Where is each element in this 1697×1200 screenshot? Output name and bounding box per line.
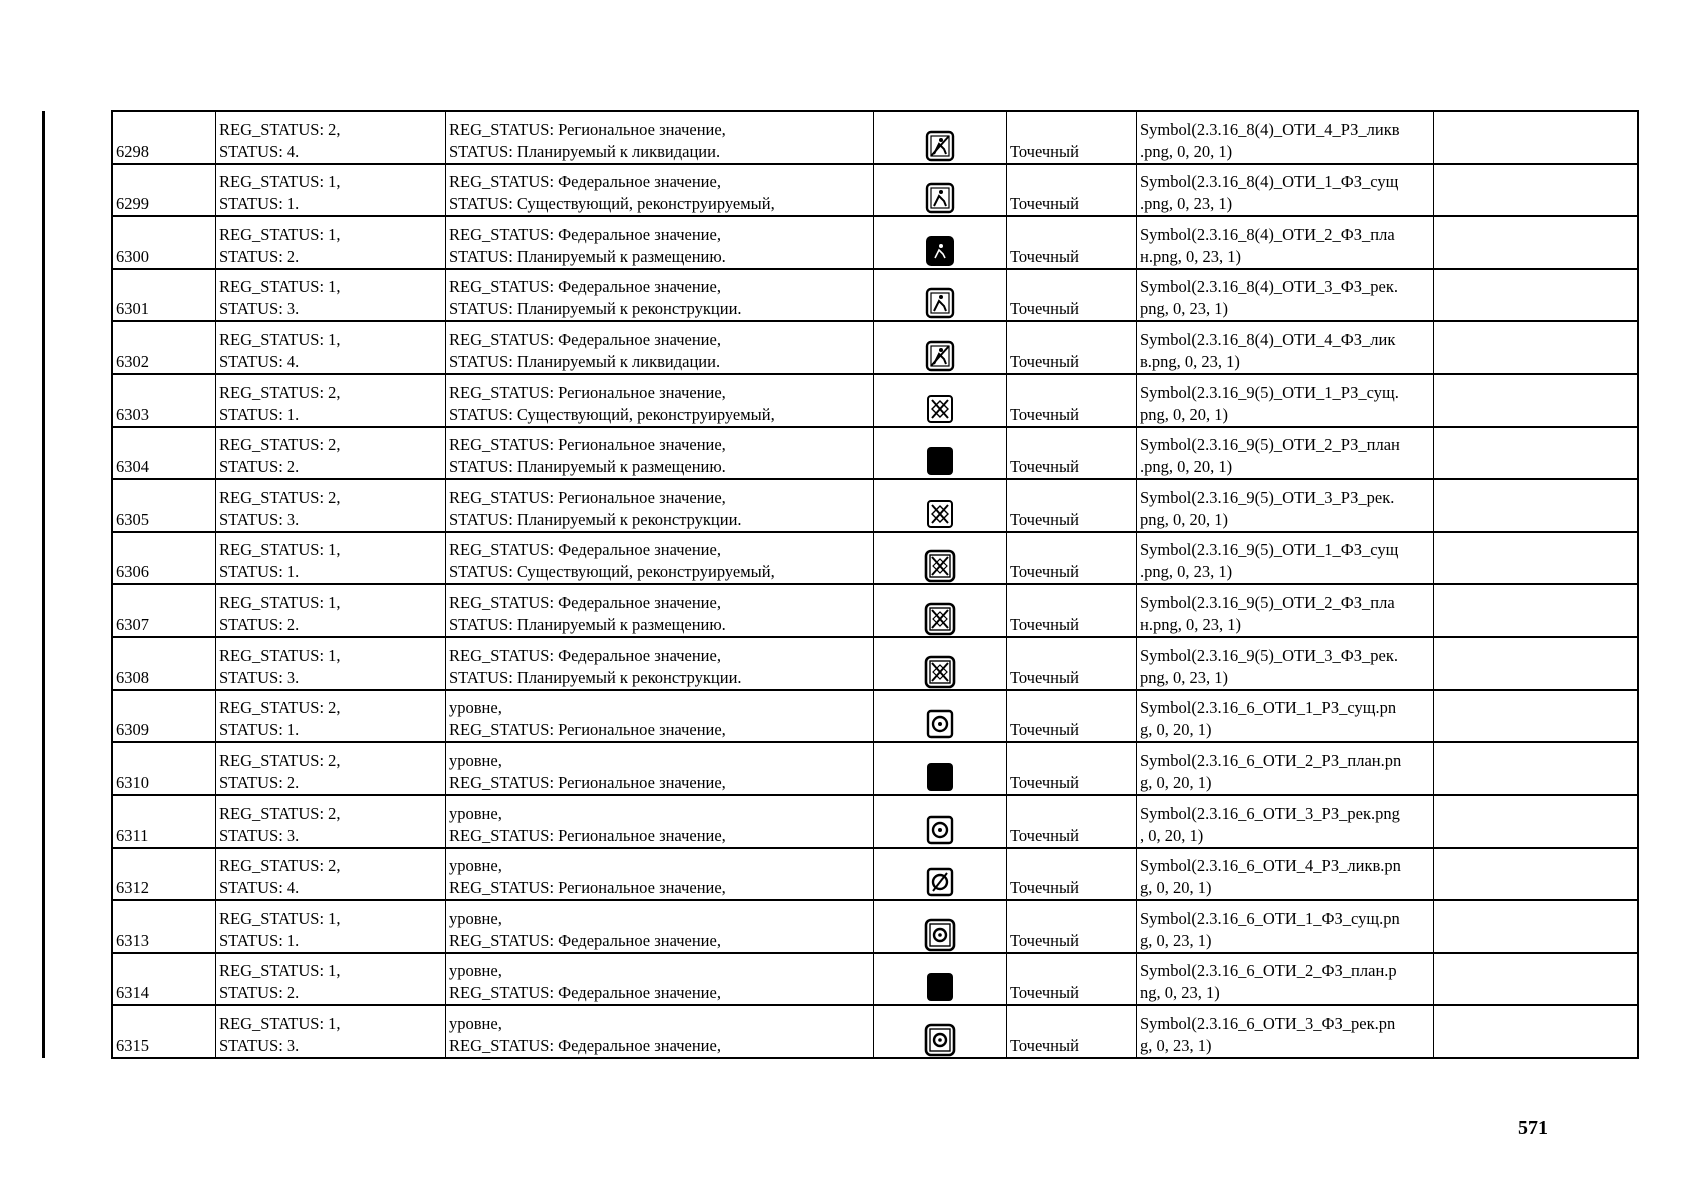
reg-status-code: REG_STATUS: 2, (219, 803, 341, 823)
row-id: 6315 (112, 1005, 216, 1058)
symbol-function-part-2: в.png, 0, 23, 1) (1140, 352, 1240, 372)
status-code-cell (216, 321, 446, 374)
status-code-cell (216, 427, 446, 480)
description-line-2: STATUS: Планируемый к ликвидации. (449, 352, 721, 372)
symbol-function-part-1: Symbol(2.3.16_9(5)_ОТИ_3_ФЗ_рек. (1140, 645, 1399, 665)
symbol-cell (874, 216, 1007, 269)
symbol-cell (874, 427, 1007, 480)
symbol-function-part-1: Symbol(2.3.16_6_ОТИ_3_ФЗ_рек.pn (1140, 1014, 1396, 1033)
table-row (112, 479, 1638, 532)
status-code: STATUS: 3. (219, 667, 300, 687)
description-cell (446, 584, 874, 637)
description-line-2: REG_STATUS: Региональное значение, (449, 825, 726, 845)
geometry-type-cell: Точечный (1007, 374, 1137, 427)
empty-cell (1434, 742, 1639, 795)
description-cell (446, 269, 874, 322)
status-code-cell (216, 848, 446, 901)
empty-cell (1434, 532, 1639, 585)
description-cell (446, 427, 874, 480)
symbol-function-part-2: g, 0, 20, 1) (1140, 772, 1212, 792)
reg-status-code: REG_STATUS: 2, (219, 382, 341, 402)
description-line-1: уровне, (449, 961, 502, 981)
description-line-2: REG_STATUS: Федеральное значение, (449, 983, 721, 1003)
empty-cell (1434, 795, 1639, 848)
symbol-function-cell (1137, 269, 1434, 322)
reg-status-code: REG_STATUS: 1, (219, 172, 341, 192)
status-code-cell (216, 1005, 446, 1058)
symbol-function-cell (1137, 1005, 1434, 1058)
table-row (112, 374, 1638, 427)
symbol-function-part-1: Symbol(2.3.16_6_ОТИ_4_РЗ_ликв.pn (1140, 856, 1401, 876)
description-line-1: REG_STATUS: Федеральное значение, (449, 277, 721, 297)
reg-status-code: REG_STATUS: 1, (219, 224, 341, 244)
symbol-function-part-2: g, 0, 23, 1) (1140, 1036, 1212, 1055)
reg-status-code: REG_STATUS: 2, (219, 119, 341, 139)
description-line-2: REG_STATUS: Региональное значение, (449, 878, 726, 898)
row-id: 6312 (112, 848, 216, 901)
empty-cell (1434, 111, 1639, 164)
description-cell (446, 953, 874, 1006)
row-id: 6302 (112, 321, 216, 374)
table-row (112, 111, 1638, 164)
circle-box-framed-icon (924, 918, 956, 952)
symbol-cell (874, 742, 1007, 795)
description-line-1: REG_STATUS: Региональное значение, (449, 435, 726, 455)
symbol-function-cell (1137, 584, 1434, 637)
row-id: 6304 (112, 427, 216, 480)
table-row (112, 216, 1638, 269)
reg-status-code: REG_STATUS: 2, (219, 750, 341, 770)
status-code: STATUS: 2. (219, 983, 300, 1003)
symbol-cell (874, 532, 1007, 585)
symbol-function-part-1: Symbol(2.3.16_9(5)_ОТИ_2_РЗ_план (1140, 435, 1400, 455)
row-id: 6306 (112, 532, 216, 585)
x-box-icon (924, 392, 956, 426)
reg-status-code: REG_STATUS: 1, (219, 540, 341, 560)
symbol-cell (874, 479, 1007, 532)
figure-crossed-icon (924, 129, 956, 163)
x-box-framed-icon (924, 549, 956, 583)
description-cell (446, 742, 874, 795)
row-id: 6308 (112, 637, 216, 690)
row-id: 6313 (112, 900, 216, 953)
symbol-cell (874, 795, 1007, 848)
symbol-cell (874, 637, 1007, 690)
description-line-2: REG_STATUS: Федеральное значение, (449, 1036, 721, 1055)
geometry-type-cell: Точечный (1007, 637, 1137, 690)
symbol-function-part-1: Symbol(2.3.16_6_ОТИ_1_ФЗ_сущ.pn (1140, 908, 1400, 928)
symbol-function-part-1: Symbol(2.3.16_6_ОТИ_2_ФЗ_план.p (1140, 961, 1397, 981)
table-row (112, 269, 1638, 322)
symbol-function-cell (1137, 690, 1434, 743)
table-row (112, 690, 1638, 743)
symbol-cell (874, 1005, 1007, 1058)
status-code: STATUS: 3. (219, 509, 300, 529)
symbol-function-part-1: Symbol(2.3.16_8(4)_ОТИ_4_ФЗ_лик (1140, 330, 1396, 350)
table-row (112, 795, 1638, 848)
description-line-2: STATUS: Планируемый к реконструкции. (449, 667, 742, 687)
geometry-type-cell: Точечный (1007, 900, 1137, 953)
symbol-function-cell (1137, 900, 1434, 953)
symbol-function-part-2: .png, 0, 23, 1) (1140, 562, 1233, 582)
empty-cell (1434, 269, 1639, 322)
status-code-cell (216, 584, 446, 637)
symbol-function-part-2: g, 0, 23, 1) (1140, 930, 1212, 950)
symbol-function-cell (1137, 953, 1434, 1006)
table-row (112, 321, 1638, 374)
description-line-1: REG_STATUS: Федеральное значение, (449, 330, 721, 350)
symbol-cell (874, 164, 1007, 217)
geometry-type-cell: Точечный (1007, 164, 1137, 217)
symbol-function-part-2: g, 0, 20, 1) (1140, 720, 1212, 740)
table-row (112, 900, 1638, 953)
circle-crossed-box-icon (924, 865, 956, 899)
symbol-function-part-2: .png, 0, 23, 1) (1140, 194, 1233, 214)
description-line-1: REG_STATUS: Региональное значение, (449, 119, 726, 139)
geometry-type-cell: Точечный (1007, 742, 1137, 795)
geometry-type-cell: Точечный (1007, 269, 1137, 322)
symbol-function-part-1: Symbol(2.3.16_8(4)_ОТИ_2_ФЗ_пла (1140, 224, 1395, 244)
symbol-function-part-1: Symbol(2.3.16_6_ОТИ_3_РЗ_рек.png (1140, 803, 1400, 823)
reg-status-code: REG_STATUS: 1, (219, 645, 341, 665)
table-row (112, 953, 1638, 1006)
status-code-cell (216, 374, 446, 427)
empty-cell (1434, 953, 1639, 1006)
symbol-function-part-1: Symbol(2.3.16_9(5)_ОТИ_1_РЗ_сущ. (1140, 382, 1399, 402)
circle-box-framed-icon (924, 1023, 956, 1057)
figure-crossed-icon (924, 339, 956, 373)
symbol-function-part-1: Symbol(2.3.16_9(5)_ОТИ_1_ФЗ_сущ (1140, 540, 1399, 560)
filled-square-icon (924, 444, 956, 478)
row-id: 6310 (112, 742, 216, 795)
status-code: STATUS: 1. (219, 720, 300, 740)
status-code-cell (216, 690, 446, 743)
description-cell (446, 690, 874, 743)
status-code: STATUS: 2. (219, 457, 300, 477)
symbol-function-part-2: png, 0, 23, 1) (1140, 299, 1228, 319)
page-number: 571 (1518, 1117, 1548, 1139)
reg-status-code: REG_STATUS: 2, (219, 487, 341, 507)
status-code: STATUS: 1. (219, 562, 300, 582)
figure-framed-icon (924, 181, 956, 215)
symbol-function-cell (1137, 111, 1434, 164)
description-line-1: уровне, (449, 908, 502, 928)
empty-cell (1434, 584, 1639, 637)
description-line-2: STATUS: Существующий, реконструируемый, (449, 404, 775, 424)
geometry-type-cell: Точечный (1007, 111, 1137, 164)
status-code-cell (216, 479, 446, 532)
row-id: 6300 (112, 216, 216, 269)
symbol-cell (874, 584, 1007, 637)
symbol-function-part-2: png, 0, 20, 1) (1140, 404, 1228, 424)
geometry-type-cell: Точечный (1007, 690, 1137, 743)
table-row (112, 584, 1638, 637)
reg-status-code: REG_STATUS: 1, (219, 277, 341, 297)
empty-cell (1434, 848, 1639, 901)
empty-cell (1434, 427, 1639, 480)
figure-framed-icon (924, 286, 956, 320)
description-cell (446, 374, 874, 427)
symbol-function-part-2: н.png, 0, 23, 1) (1140, 246, 1241, 266)
status-code-cell (216, 164, 446, 217)
symbol-function-part-2: g, 0, 20, 1) (1140, 878, 1212, 898)
status-code-cell (216, 532, 446, 585)
row-id: 6298 (112, 111, 216, 164)
table-row (112, 637, 1638, 690)
status-code: STATUS: 3. (219, 825, 300, 845)
symbol-function-cell (1137, 479, 1434, 532)
symbol-function-cell (1137, 216, 1434, 269)
status-code: STATUS: 4. (219, 352, 300, 372)
x-box-framed-icon (924, 602, 956, 636)
geometry-type-cell: Точечный (1007, 584, 1137, 637)
figure-filled-icon (924, 234, 956, 268)
description-line-2: STATUS: Планируемый к размещению. (449, 615, 726, 635)
symbol-table-body (112, 111, 1638, 1058)
filled-square-icon (924, 760, 956, 794)
circle-box-icon (924, 813, 956, 847)
description-cell (446, 216, 874, 269)
x-box-icon (924, 497, 956, 531)
geometry-type-cell: Точечный (1007, 427, 1137, 480)
status-code: STATUS: 3. (219, 299, 300, 319)
row-id: 6299 (112, 164, 216, 217)
status-code: STATUS: 4. (219, 878, 300, 898)
table-row (112, 742, 1638, 795)
symbol-cell (874, 321, 1007, 374)
geometry-type-cell: Точечный (1007, 479, 1137, 532)
symbol-function-part-1: Symbol(2.3.16_8(4)_ОТИ_4_РЗ_ликв (1140, 119, 1400, 139)
description-line-1: REG_STATUS: Региональное значение, (449, 382, 726, 402)
status-code-cell (216, 269, 446, 322)
table-row (112, 164, 1638, 217)
status-code: STATUS: 1. (219, 930, 300, 950)
symbol-function-cell (1137, 795, 1434, 848)
geometry-type-cell: Точечный (1007, 532, 1137, 585)
symbol-function-part-2: н.png, 0, 23, 1) (1140, 615, 1241, 635)
symbol-function-part-1: Symbol(2.3.16_9(5)_ОТИ_3_РЗ_рек. (1140, 487, 1395, 507)
symbol-cell (874, 900, 1007, 953)
description-line-1: уровне, (449, 750, 502, 770)
row-id: 6311 (112, 795, 216, 848)
geometry-type-cell: Точечный (1007, 848, 1137, 901)
row-id: 6301 (112, 269, 216, 322)
symbol-cell (874, 690, 1007, 743)
description-line-1: REG_STATUS: Федеральное значение, (449, 593, 721, 613)
symbol-function-part-1: Symbol(2.3.16_8(4)_ОТИ_1_ФЗ_сущ (1140, 172, 1399, 192)
description-line-2: STATUS: Планируемый к размещению. (449, 457, 726, 477)
symbol-function-part-1: Symbol(2.3.16_9(5)_ОТИ_2_ФЗ_пла (1140, 593, 1395, 613)
row-id: 6305 (112, 479, 216, 532)
empty-cell (1434, 374, 1639, 427)
status-code: STATUS: 3. (219, 1036, 300, 1055)
table-row (112, 532, 1638, 585)
table-row (112, 427, 1638, 480)
description-cell (446, 532, 874, 585)
filled-square-icon (924, 970, 956, 1004)
description-line-1: REG_STATUS: Федеральное значение, (449, 172, 721, 192)
status-code: STATUS: 1. (219, 404, 300, 424)
row-id: 6314 (112, 953, 216, 1006)
description-line-2: STATUS: Существующий, реконструируемый, (449, 194, 775, 214)
reg-status-code: REG_STATUS: 2, (219, 698, 341, 718)
geometry-type-cell: Точечный (1007, 321, 1137, 374)
row-id: 6309 (112, 690, 216, 743)
table-row (112, 1005, 1638, 1058)
description-line-2: REG_STATUS: Федеральное значение, (449, 930, 721, 950)
empty-cell (1434, 164, 1639, 217)
description-cell (446, 111, 874, 164)
description-cell (446, 321, 874, 374)
reg-status-code: REG_STATUS: 2, (219, 435, 341, 455)
symbol-function-cell (1137, 374, 1434, 427)
reg-status-code: REG_STATUS: 1, (219, 908, 341, 928)
symbol-function-cell (1137, 164, 1434, 217)
status-code: STATUS: 2. (219, 246, 300, 266)
status-code-cell (216, 637, 446, 690)
empty-cell (1434, 690, 1639, 743)
circle-box-icon (924, 707, 956, 741)
status-code-cell (216, 216, 446, 269)
description-line-1: уровне, (449, 803, 502, 823)
status-code: STATUS: 2. (219, 772, 300, 792)
status-code-cell (216, 953, 446, 1006)
description-cell (446, 164, 874, 217)
symbol-function-cell (1137, 427, 1434, 480)
symbol-cell (874, 374, 1007, 427)
description-cell (446, 637, 874, 690)
geometry-type-cell: Точечный (1007, 216, 1137, 269)
margin-line (42, 111, 45, 1058)
description-cell (446, 848, 874, 901)
reg-status-code: REG_STATUS: 2, (219, 856, 341, 876)
description-line-1: REG_STATUS: Федеральное значение, (449, 224, 721, 244)
symbol-function-cell (1137, 532, 1434, 585)
symbol-function-part-1: Symbol(2.3.16_6_ОТИ_2_РЗ_план.pn (1140, 750, 1402, 770)
description-line-2: STATUS: Планируемый к реконструкции. (449, 299, 742, 319)
geometry-type-cell: Точечный (1007, 953, 1137, 1006)
symbol-function-cell (1137, 321, 1434, 374)
description-line-1: уровне, (449, 1014, 502, 1033)
symbol-function-part-1: Symbol(2.3.16_8(4)_ОТИ_3_ФЗ_рек. (1140, 277, 1399, 297)
status-code-cell (216, 900, 446, 953)
description-line-1: REG_STATUS: Региональное значение, (449, 487, 726, 507)
row-id: 6307 (112, 584, 216, 637)
symbol-cell (874, 111, 1007, 164)
symbol-function-part-2: ng, 0, 23, 1) (1140, 983, 1220, 1003)
reg-status-code: REG_STATUS: 1, (219, 961, 341, 981)
symbol-function-part-2: png, 0, 23, 1) (1140, 667, 1228, 687)
symbol-function-part-1: Symbol(2.3.16_6_ОТИ_1_РЗ_сущ.pn (1140, 698, 1397, 718)
description-line-2: STATUS: Планируемый к размещению. (449, 246, 726, 266)
description-line-2: REG_STATUS: Региональное значение, (449, 720, 726, 740)
description-line-2: STATUS: Планируемый к реконструкции. (449, 509, 742, 529)
symbol-function-part-2: .png, 0, 20, 1) (1140, 141, 1233, 161)
symbol-function-cell (1137, 848, 1434, 901)
symbol-function-cell (1137, 637, 1434, 690)
geometry-type-cell: Точечный (1007, 795, 1137, 848)
empty-cell (1434, 900, 1639, 953)
status-code-cell (216, 795, 446, 848)
reg-status-code: REG_STATUS: 1, (219, 330, 341, 350)
symbol-function-part-2: , 0, 20, 1) (1140, 825, 1204, 845)
empty-cell (1434, 216, 1639, 269)
empty-cell (1434, 479, 1639, 532)
row-id: 6303 (112, 374, 216, 427)
symbol-cell (874, 269, 1007, 322)
symbol-cell (874, 953, 1007, 1006)
symbol-function-part-2: png, 0, 20, 1) (1140, 509, 1228, 529)
description-line-2: REG_STATUS: Региональное значение, (449, 772, 726, 792)
symbol-cell (874, 848, 1007, 901)
empty-cell (1434, 321, 1639, 374)
description-line-1: REG_STATUS: Федеральное значение, (449, 645, 721, 665)
symbol-function-cell (1137, 742, 1434, 795)
status-code-cell (216, 111, 446, 164)
description-line-2: STATUS: Планируемый к ликвидации. (449, 141, 721, 161)
description-line-1: REG_STATUS: Федеральное значение, (449, 540, 721, 560)
table-row (112, 848, 1638, 901)
description-cell (446, 1005, 874, 1058)
symbol-function-part-2: .png, 0, 20, 1) (1140, 457, 1233, 477)
description-cell (446, 479, 874, 532)
symbol-table (111, 110, 1639, 1059)
description-line-1: уровне, (449, 856, 502, 876)
status-code: STATUS: 2. (219, 615, 300, 635)
description-cell (446, 900, 874, 953)
x-box-framed-icon (924, 655, 956, 689)
description-line-2: STATUS: Существующий, реконструируемый, (449, 562, 775, 582)
geometry-type-cell: Точечный (1007, 1005, 1137, 1058)
description-line-1: уровне, (449, 698, 502, 718)
reg-status-code: REG_STATUS: 1, (219, 593, 341, 613)
reg-status-code: REG_STATUS: 1, (219, 1014, 341, 1033)
status-code-cell (216, 742, 446, 795)
status-code: STATUS: 1. (219, 194, 300, 214)
status-code: STATUS: 4. (219, 141, 300, 161)
empty-cell (1434, 637, 1639, 690)
empty-cell (1434, 1005, 1639, 1058)
description-cell (446, 795, 874, 848)
